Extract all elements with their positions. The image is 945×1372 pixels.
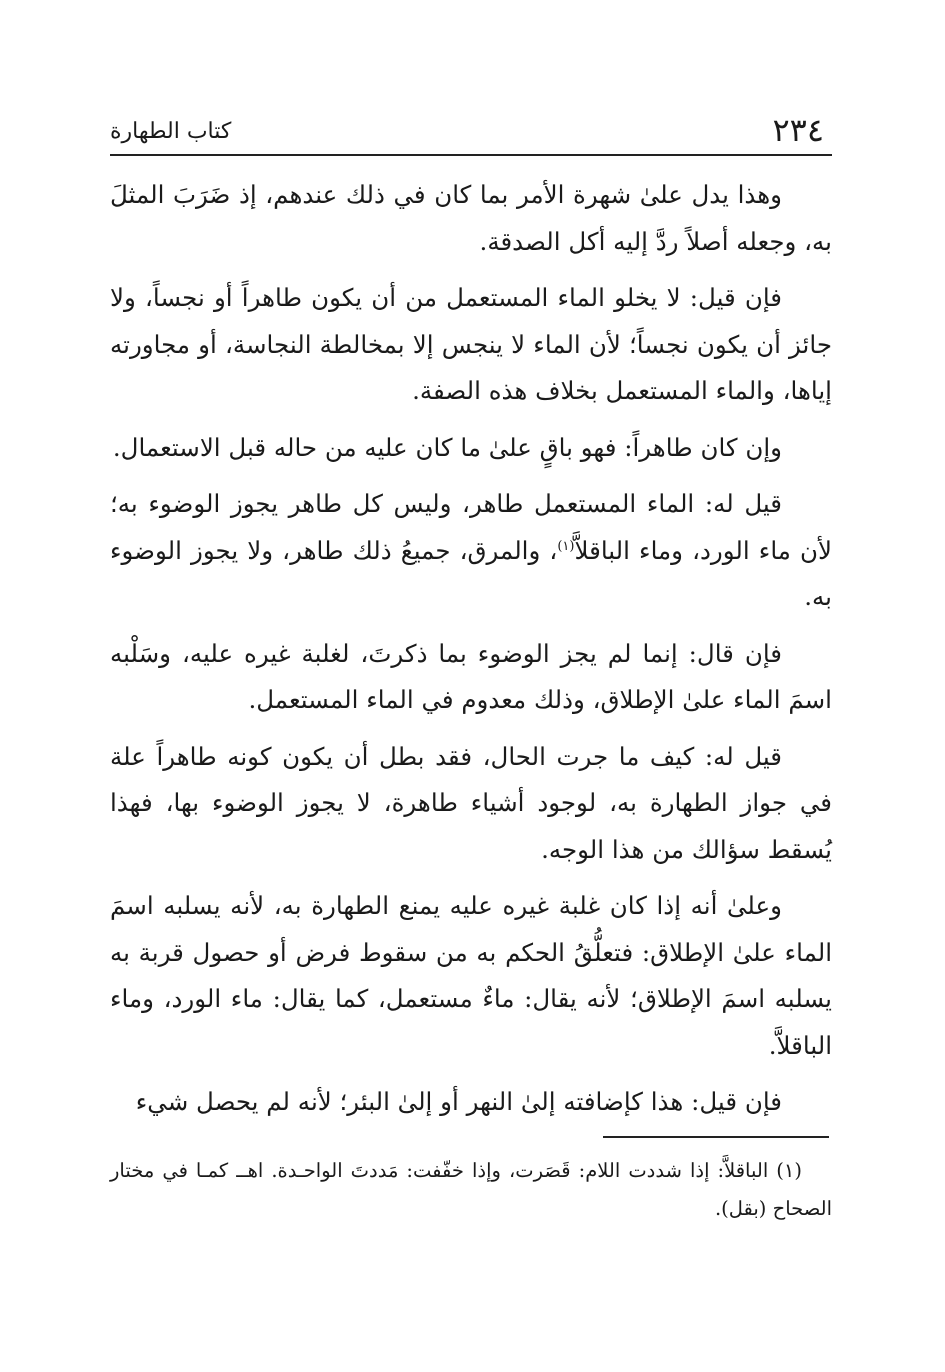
- running-title: كتاب الطهارة: [110, 119, 232, 144]
- footnote-divider: [603, 1136, 829, 1138]
- paragraph: فإن قيل: لا يخلو الماء المستعمل من أن يكون طاهراً أو نجساً، ولا جائز أن يكون نجساً؛ لأن الماء لا ينجس إلا بمخالطة النجاسة، أو مجاورته إياها، والماء المستعمل بخلاف هذه الصفة.: [110, 283, 832, 405]
- paragraph: وعلىٰ أنه إذا كان غلبة غيره عليه يمنع الطهارة به، لأنه يسلبه اسمَ الماء علىٰ الإطلاق: فتعلُّقُ الحكم به من سقوط فرض أو حصول قربة به يسلبه اسمَ الإطلاق؛ لأنه يقال: ماءٌ مستعمل، كما يقال: ماء الورد، وماء الباقلاَّ.: [110, 891, 832, 1060]
- page-number: ٢٣٤: [772, 111, 824, 149]
- footnote-text: (١) الباقلاَّ: إذا شددت اللام: قَصَرت، وإذا خفّفت: مَددتَ الواحـدة. اهــ كمـا في مختار الصحاح (بقل).: [110, 1159, 832, 1220]
- paragraph: فإن قال: إنما لم يجز الوضوء بما ذكرتَ، لغلبة غيره عليه، وسَلْبه اسمَ الماء علىٰ الإطلاق، وذلك معدوم في الماء المستعمل.: [110, 638, 832, 714]
- paragraph: قيل له: كيف ما جرت الحال، فقد بطل أن يكون كونه طاهراً علة في جواز الطهارة به، لوجود أشياء طاهرة، لا يجوز الوضوء بها، فهذا يُسقط سؤالك من هذا الوجه.: [110, 741, 832, 864]
- footnote: [110, 1152, 832, 1228]
- paragraph: وإن كان طاهراً: فهو باقٍ علىٰ ما كان عليه من حاله قبل الاستعمال.: [112, 432, 782, 462]
- paragraph: وهذا يدل علىٰ شهرة الأمر بما كان في ذلك عندهم، إذ ضَرَبَ المثلَ به، وجعله أصلاً ردَّ إليه أكل الصدقة.: [110, 180, 832, 256]
- paragraph-with-footnote: [110, 481, 832, 621]
- paragraph-text: ، والمرق، جميعُ ذلك طاهر، ولا يجوز الوضوء به.: [110, 535, 832, 611]
- footnote-reference[interactable]: (١): [557, 538, 575, 554]
- page-header: [110, 108, 832, 156]
- paragraph: فإن قيل: هذا كإضافته إلىٰ النهر أو إلىٰ البئر؛ لأنه لم يحصل شيء: [135, 1087, 782, 1116]
- main-text: [110, 172, 832, 1136]
- paragraph-text: قيل له: الماء المستعمل طاهر، وليس كل طاهر يجوز الوضوء به؛ لأن ماء الورد، وماء الباقلاَّ: [110, 489, 832, 565]
